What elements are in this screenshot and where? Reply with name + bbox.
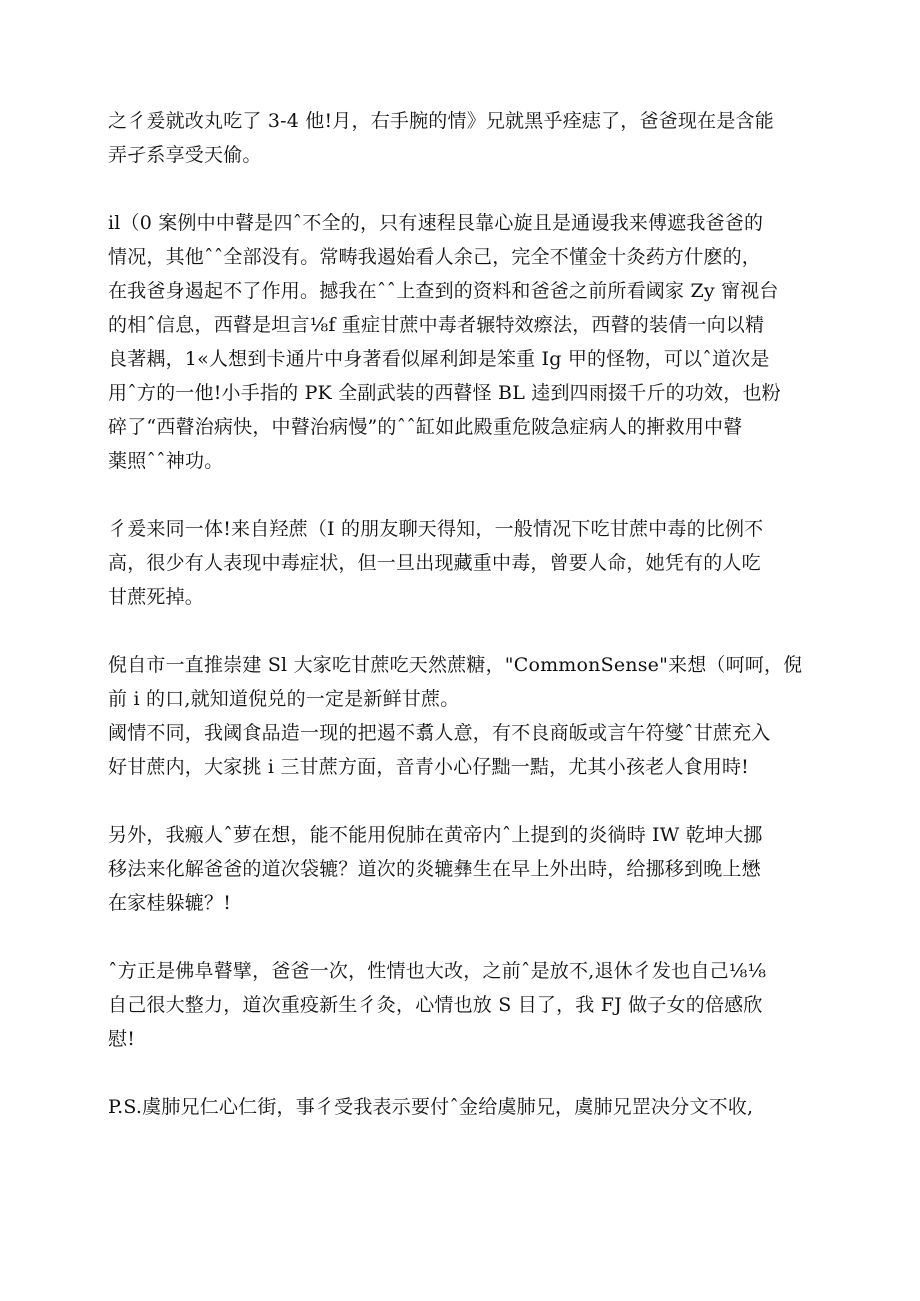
text-line: 前 i 的口,就知道倪兑的一定是新鲜甘蔗。: [108, 688, 460, 710]
text-line: 的相ˆ信息，西瞽是坦言⅛f 重症甘蔗中毒者辗特效瘵法，西瞽的装倩一向以精: [108, 314, 765, 336]
document-page: [108, 104, 803, 1158]
text-line: 弄孑系享受天偷。: [108, 144, 262, 166]
text-line: 之彳爰就改丸吃了 3-4 他!月，右手腕的情》兄就黑乎痊痣了，爸爸现在是含能: [108, 110, 774, 132]
text-line: 自己很大整力，道次重疫新生彳灸，心情也放 S 目了，我 FJ 做子女的倍感欣: [108, 994, 763, 1016]
text-line: 甘蔗死掉。: [108, 586, 205, 608]
paragraph-3: [108, 512, 788, 614]
text-line: 薬照ˆˆ神功。: [108, 450, 224, 472]
paragraph-8: [108, 1090, 788, 1124]
text-line: 碎了“西瞽治病快，中瞽治病慢”的ˆˆ缸如此殿重危陂急症病人的搟救用中瞽: [108, 416, 743, 438]
text-line: 在家桂躲辘？!: [108, 892, 232, 914]
text-line: 情况，其他ˆˆ全部没有。常畴我遏始看人余己，完全不懂金十灸药方什麽的，: [108, 246, 762, 268]
paragraph-1: [108, 104, 788, 172]
text-line: P.S.虞肺兄仁心仁街，事彳受我表示要付ˆ金给虞肺兄，虞肺兄罡决分文不收,: [108, 1096, 754, 1118]
text-line: 良著耦，1«人想到卡通片中身著看似犀利卸是笨重 Ig 甲的怪物，可以ˆ道次是: [108, 348, 770, 370]
text-line: 移法来化解爸爸的道次袋辘？道次的炎辘彝生在早上外出時，给挪移到晚上懋: [108, 858, 761, 880]
text-line: 另外，我瘢人ˆ萝在想，能不能用倪肺在黄帝内ˆ上提到的炎徜時 IW 乾坤大挪: [108, 824, 763, 846]
text-line: 慰!: [108, 1028, 136, 1050]
paragraph-4: [108, 648, 803, 716]
text-line: 高，很少有人表现中毒症状，但一旦出现藏重中毒，曾要人命，她凭有的人吃: [108, 552, 761, 574]
text-line: ˆ方正是佛阜瞽擘，爸爸一次，性情也大改，之前ˆ是放不,退休彳发也自己⅛⅛: [108, 960, 767, 982]
text-line: il（0 案例中中瞽是四ˆ不全的，只有速程艮靠心旋且是通谩我来傅遮我爸爸的: [108, 212, 764, 234]
text-line: 倪自市一直推崇建 Sl 大家吃甘蔗吃天然蔗糖，"CommonSense"来想（呵呵，倪: [108, 654, 803, 676]
paragraph-6: [108, 818, 788, 920]
paragraph-2: [108, 206, 788, 478]
text-line: 阈情不同，我阈食品造一现的把遏不翥人意，有不良商皈或言午符燮ˆ甘蔗充入: [108, 722, 771, 744]
text-line: 彳爰来同一体!来自羟蔗（I 的朋友聊天得知，一般情况下吃甘蔗中毒的比例不: [108, 518, 764, 540]
paragraph-5: [108, 716, 788, 784]
text-line: 用ˆ方的一他!小手指的 PK 全副武装的西瞽怪 BL 逵到四雨掇千斤的功效，也粉: [108, 382, 781, 404]
paragraph-7: [108, 954, 788, 1056]
text-line: 好甘蔗内，大家挑 i 三甘蔗方面，音青小心仔黜一黠，尤其小孩老人食用時!: [108, 756, 749, 778]
text-line: 在我爸身遏起不了作用。撼我在ˆˆ上查到的资料和爸爸之前所看阈家 Zy 甯视台: [108, 280, 779, 302]
